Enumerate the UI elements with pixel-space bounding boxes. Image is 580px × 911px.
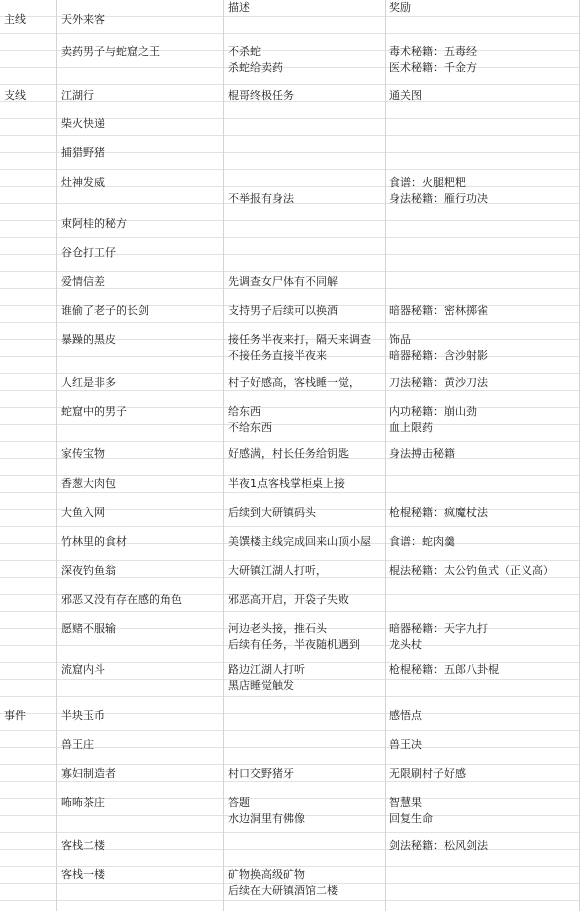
reward-line: 棍法秘籍：太公钓鱼式（正义高） xyxy=(389,564,554,577)
description-line: 邪恶高开启，开袋子失败 xyxy=(228,593,349,606)
header-reward: 奖励 xyxy=(389,1,411,14)
description-line: 先调查女尸体有不同解 xyxy=(228,275,338,288)
reward-line: 刀法秘籍：黄沙刀法 xyxy=(389,376,488,389)
reward-line: 龙头杖 xyxy=(389,638,422,651)
description-cell[interactable] xyxy=(228,303,338,319)
reward-line: 身法搏击秘籍 xyxy=(389,447,455,460)
description-cell[interactable] xyxy=(228,534,371,550)
quest-name-cell[interactable]: 咘咘茶庄 xyxy=(61,796,105,809)
reward-line: 食谱：火腿粑粑 xyxy=(389,176,466,189)
description-cell[interactable] xyxy=(228,332,371,364)
quest-name-cell[interactable]: 客栈二楼 xyxy=(61,839,105,852)
description-line: 不举报有身法 xyxy=(228,192,294,205)
quest-name-cell[interactable]: 半块玉币 xyxy=(61,709,105,722)
reward-line: 暗器秘籍：天字九打 xyxy=(389,622,488,635)
quest-name-cell[interactable]: 大鱼入网 xyxy=(61,506,105,519)
header-description: 描述 xyxy=(228,1,250,14)
reward-cell[interactable] xyxy=(389,88,422,104)
description-cell[interactable] xyxy=(228,867,338,899)
reward-line: 回复生命 xyxy=(389,812,433,825)
reward-cell[interactable] xyxy=(389,737,422,753)
quest-name-cell[interactable]: 愿赌不服输 xyxy=(61,622,116,635)
reward-line: 毒术秘籍：五毒经 xyxy=(389,45,477,58)
reward-cell[interactable] xyxy=(389,404,477,436)
description-line: 不接任务直接半夜来 xyxy=(228,349,327,362)
description-cell[interactable] xyxy=(228,592,349,608)
quest-name-cell[interactable]: 卖药男子与蛇窟之王 xyxy=(61,45,160,58)
reward-cell[interactable] xyxy=(389,708,422,724)
reward-line: 通关图 xyxy=(389,89,422,102)
description-line: 黑店睡觉触发 xyxy=(228,679,294,692)
reward-cell[interactable] xyxy=(389,766,466,782)
quest-name-cell[interactable]: 暴躁的黑皮 xyxy=(61,333,116,346)
quest-name-cell[interactable]: 捕猎野猪 xyxy=(61,146,105,159)
quest-name-cell[interactable]: 流窟内斗 xyxy=(61,663,105,676)
reward-line: 食谱：蛇肉羹 xyxy=(389,535,455,548)
reward-cell[interactable] xyxy=(389,838,488,854)
quest-name-cell[interactable]: 人红是非多 xyxy=(61,376,116,389)
reward-line: 暗器秘籍：含沙射影 xyxy=(389,349,488,362)
quest-name-cell[interactable]: 江湖行 xyxy=(61,89,94,102)
description-line: 接任务半夜来打，隔天来调查 xyxy=(228,333,371,346)
reward-line: 无限刷村子好感 xyxy=(389,767,466,780)
quest-name-cell[interactable]: 深夜钓鱼翁 xyxy=(61,564,116,577)
reward-line: 饰品 xyxy=(389,333,411,346)
description-cell[interactable] xyxy=(228,274,338,290)
description-line: 路边江湖人打听 xyxy=(228,663,305,676)
reward-cell[interactable] xyxy=(389,175,488,207)
category-cell[interactable]: 事件 xyxy=(4,709,26,722)
description-cell[interactable] xyxy=(228,476,345,492)
description-line: 半夜1点客栈掌柜桌上接 xyxy=(228,477,345,490)
quest-name-cell[interactable]: 谷仓打工仔 xyxy=(61,246,116,259)
reward-cell[interactable] xyxy=(389,534,455,550)
quest-name-cell[interactable]: 谁偷了老子的长剑 xyxy=(61,304,149,317)
description-line: 不杀蛇 xyxy=(228,45,261,58)
description-line: 不给东西 xyxy=(228,421,272,434)
category-cell[interactable]: 支线 xyxy=(4,89,26,102)
description-cell[interactable] xyxy=(228,175,294,207)
reward-line: 暗器秘籍：密林掷雀 xyxy=(389,304,488,317)
reward-cell[interactable] xyxy=(389,44,477,76)
quest-name-cell[interactable]: 灶神发威 xyxy=(61,176,105,189)
description-line: 支持男子后续可以换酒 xyxy=(228,304,338,317)
reward-line: 枪棍秘籍：疯魔杖法 xyxy=(389,506,488,519)
description-line: 水边洞里有佛像 xyxy=(228,812,305,825)
reward-line: 枪棍秘籍：五郎八卦棍 xyxy=(389,663,499,676)
quest-name-cell[interactable]: 柴火快递 xyxy=(61,117,105,130)
description-line: 棍哥终极任务 xyxy=(228,89,294,102)
description-cell[interactable] xyxy=(228,446,349,462)
quest-name-cell[interactable]: 家传宝物 xyxy=(61,447,105,460)
description-cell[interactable] xyxy=(228,375,360,391)
quest-name-cell[interactable]: 天外来客 xyxy=(61,13,105,26)
reward-cell[interactable] xyxy=(389,621,488,653)
reward-cell[interactable] xyxy=(389,375,488,391)
reward-cell[interactable] xyxy=(389,332,488,364)
reward-cell[interactable] xyxy=(389,303,488,319)
quest-name-cell[interactable]: 爱情信差 xyxy=(61,275,105,288)
reward-cell[interactable] xyxy=(389,563,554,579)
quest-name-cell[interactable]: 蛇窟中的男子 xyxy=(61,405,127,418)
reward-line: 剑法秘籍：松风剑法 xyxy=(389,839,488,852)
description-line: 给东西 xyxy=(228,405,261,418)
reward-line: 医术秘籍：千金方 xyxy=(389,61,477,74)
reward-line: 身法秘籍：雁行功决 xyxy=(389,192,488,205)
quest-name-cell[interactable]: 邪恶又没有存在感的角色 xyxy=(61,593,182,606)
description-cell[interactable] xyxy=(228,766,294,782)
description-line xyxy=(228,175,294,191)
quest-name-cell[interactable]: 香葱大肉包 xyxy=(61,477,116,490)
description-line: 杀蛇给卖药 xyxy=(228,61,283,74)
description-cell[interactable] xyxy=(228,404,272,436)
description-line: 答题 xyxy=(228,796,250,809)
reward-line: 血上限药 xyxy=(389,421,433,434)
reward-cell[interactable] xyxy=(389,662,499,678)
description-cell[interactable] xyxy=(228,662,305,694)
quest-name-cell[interactable]: 束阿桂的秘方 xyxy=(61,217,127,230)
reward-line: 智慧果 xyxy=(389,796,422,809)
description-line: 村子好感高，客栈睡一觉， xyxy=(228,376,360,389)
reward-cell[interactable] xyxy=(389,505,488,521)
description-cell[interactable] xyxy=(228,795,305,827)
description-line: 矿物换高级矿物 xyxy=(228,868,305,881)
description-cell[interactable] xyxy=(228,505,316,521)
description-cell[interactable] xyxy=(228,563,327,579)
reward-cell[interactable] xyxy=(389,446,455,462)
description-cell[interactable] xyxy=(228,621,360,653)
quest-name-cell[interactable]: 兽王庄 xyxy=(61,738,94,751)
description-line: 后续有任务，半夜随机遇到 xyxy=(228,638,360,651)
description-line: 大研镇江湖人打听， xyxy=(228,564,327,577)
description-line: 村口交野猪牙 xyxy=(228,767,294,780)
category-cell[interactable]: 主线 xyxy=(4,13,26,26)
description-line: 好感满，村长任务给钥匙 xyxy=(228,447,349,460)
description-line: 后续到大研镇码头 xyxy=(228,506,316,519)
quest-name-cell[interactable]: 寡妇制造者 xyxy=(61,767,116,780)
description-cell[interactable] xyxy=(228,88,294,104)
reward-line: 感悟点 xyxy=(389,709,422,722)
quest-name-cell[interactable]: 客栈一楼 xyxy=(61,868,105,881)
quest-name-cell[interactable]: 竹林里的食材 xyxy=(61,535,127,548)
description-line: 后续在大研镇酒馆二楼 xyxy=(228,884,338,897)
description-line: 美馔楼主线完成回来山顶小屋 xyxy=(228,535,371,548)
reward-cell[interactable] xyxy=(389,795,433,827)
reward-line: 兽王决 xyxy=(389,738,422,751)
description-line: 河边老头接，推石头 xyxy=(228,622,327,635)
description-cell[interactable] xyxy=(228,44,283,76)
reward-line: 内功秘籍：崩山劲 xyxy=(389,405,477,418)
